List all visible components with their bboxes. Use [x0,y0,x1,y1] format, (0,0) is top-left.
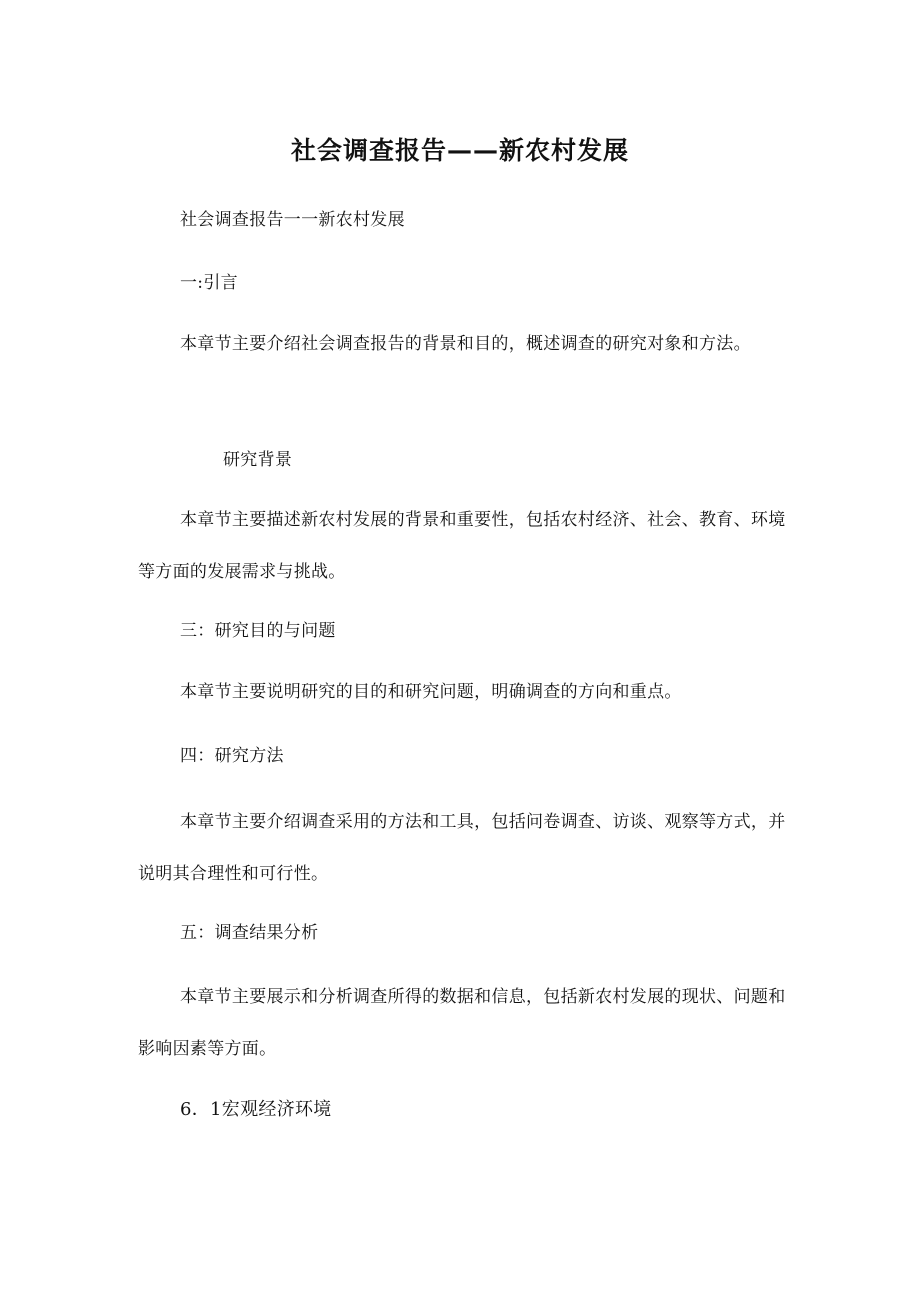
section-body-background: 本章节主要描述新农村发展的背景和重要性，包括农村经济、社会、教育、环境等方面的发展需求与挑战。 [138,510,786,582]
section-body-results: 本章节主要展示和分析调查所得的数据和信息，包括新农村发展的现状、问题和影响因素等方面。 [138,987,786,1059]
section-heading-purpose: 三：研究目的与问题 [180,621,336,641]
document-title: 社会调查报告——新农村发展 [290,136,629,165]
subsection-heading: 6．1宏观经济环境 [180,1099,332,1120]
section-body-methods: 本章节主要介绍调查采用的方法和工具，包括问卷调查、访谈、观察等方式，并说明其合理性和可行性。 [138,812,786,884]
section-heading-methods: 四：研究方法 [180,746,284,766]
section-heading-intro: 一:引言 [180,273,238,293]
section-heading-background: 研究背景 [223,450,293,470]
section-body-purpose: 本章节主要说明研究的目的和研究问题，明确调查的方向和重点。 [180,682,682,702]
section-body-intro: 本章节主要介绍社会调查报告的背景和目的，概述调查的研究对象和方法。 [180,334,751,354]
document-subtitle: 社会调查报告一一新农村发展 [180,210,405,230]
section-heading-results: 五：调查结果分析 [180,923,319,943]
